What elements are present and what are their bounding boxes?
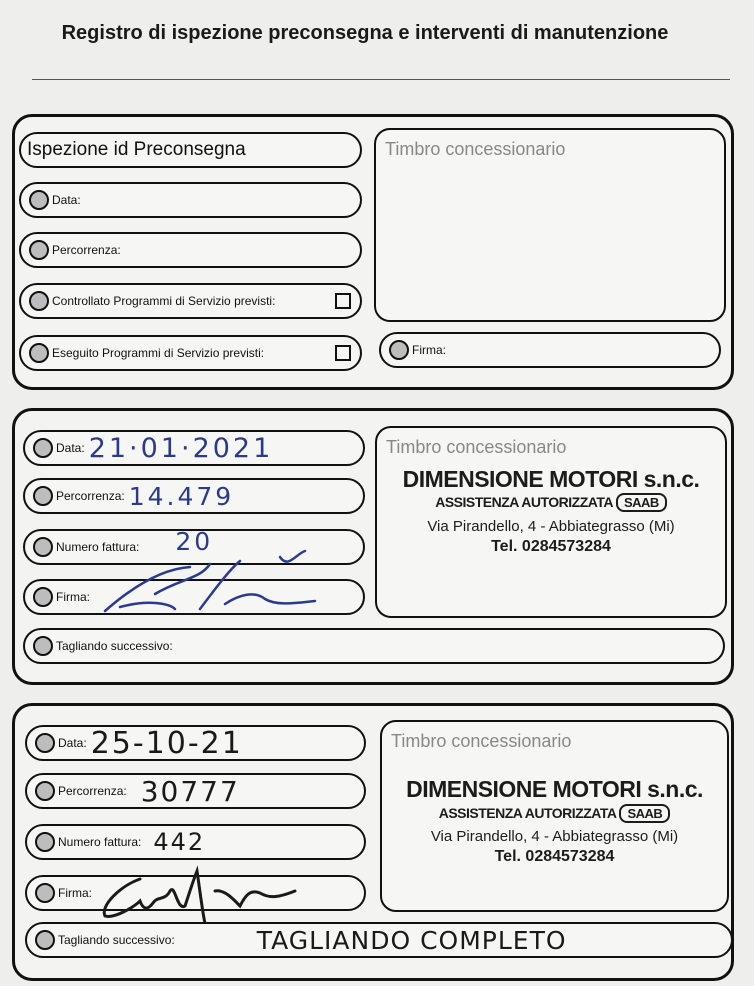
controllato-label: Controllato Programmi di Servizio previsti:	[52, 294, 276, 308]
entry1-data-field[interactable]	[23, 430, 365, 466]
bullet-icon	[29, 291, 49, 311]
service-entry-2	[12, 703, 734, 981]
percorrenza-label: Percorrenza:	[58, 784, 127, 798]
stamp-service-text: ASSISTENZA AUTORIZZATA	[435, 494, 613, 510]
bullet-icon	[29, 190, 49, 210]
entry1-stamp-box	[375, 426, 727, 618]
entry2-fattura-field[interactable]	[25, 824, 366, 860]
dealer-stamp-address: Via Pirandello, 4 - Abbiategrasso (Mi)	[430, 828, 679, 845]
controllato-field	[19, 283, 362, 319]
dealer-stamp-tel: Tel. 0284573284	[491, 538, 611, 555]
stamp-label: Timbro concessionario	[391, 731, 572, 751]
dealer-stamp-service	[382, 804, 727, 823]
dealer-stamp-tel: Tel. 0284573284	[494, 848, 615, 865]
stamp-label: Timbro concessionario	[386, 437, 567, 457]
entry1-fattura-field[interactable]	[23, 526, 365, 565]
bullet-icon	[33, 636, 53, 656]
percorrenza-value-handwritten: 30777	[140, 774, 240, 808]
bullet-icon	[33, 486, 53, 506]
bullet-icon	[33, 537, 53, 557]
firma-label: Firma:	[58, 886, 92, 900]
firma-label: Firma:	[56, 590, 90, 604]
title-divider	[32, 79, 730, 80]
entry2-percorrenza-field[interactable]	[25, 773, 366, 809]
entry2-tagliando-field[interactable]	[25, 922, 733, 958]
bullet-icon	[35, 733, 55, 753]
entry1-firma-field[interactable]	[23, 579, 365, 615]
entry2-data-field[interactable]	[25, 725, 366, 761]
saab-logo: SAAB	[619, 804, 670, 823]
data-label: Data:	[58, 736, 87, 750]
bullet-icon	[29, 240, 49, 260]
preconsegna-percorrenza-field[interactable]	[19, 232, 362, 268]
fattura-value-handwritten: 442	[153, 828, 206, 856]
stamp-service-text: ASSISTENZA AUTORIZZATA	[438, 805, 617, 821]
percorrenza-label: Percorrenza:	[56, 489, 125, 503]
bullet-icon	[29, 343, 49, 363]
entry2-firma-field[interactable]	[25, 875, 366, 911]
dealer-stamp-name: DIMENSIONE MOTORI s.n.c.	[402, 466, 700, 492]
dealer-stamp-name: DIMENSIONE MOTORI s.n.c.	[406, 776, 703, 802]
bullet-icon	[33, 587, 53, 607]
data-label: Data:	[56, 441, 85, 455]
bullet-icon	[33, 438, 53, 458]
eseguito-checkbox[interactable]	[335, 345, 351, 361]
tagliando-label: Tagliando successivo:	[58, 933, 175, 947]
fattura-label: Numero fattura:	[58, 835, 142, 849]
preconsegna-data-field[interactable]	[19, 182, 362, 218]
entry1-percorrenza-field[interactable]	[23, 478, 365, 514]
preconsegna-stamp-box	[374, 128, 726, 322]
bullet-icon	[35, 781, 55, 801]
eseguito-field	[19, 335, 362, 371]
fattura-label: Numero fattura:	[56, 540, 140, 554]
service-entry-1	[12, 408, 734, 685]
bullet-icon	[35, 930, 55, 950]
fattura-value-handwritten: 20	[175, 526, 214, 556]
data-label: Data:	[52, 193, 81, 207]
entry2-stamp-box	[380, 720, 729, 912]
preconsegna-section	[12, 114, 734, 390]
dealer-stamp-service	[377, 493, 725, 512]
entry1-tagliando-field[interactable]	[23, 628, 725, 664]
eseguito-label: Eseguito Programmi di Servizio previsti:	[52, 346, 265, 360]
percorrenza-label: Percorrenza:	[52, 243, 121, 257]
bullet-icon	[35, 883, 55, 903]
dealer-stamp-address: Via Pirandello, 4 - Abbiategrasso (Mi)	[427, 518, 675, 535]
data-value-handwritten: 21·01·2021	[88, 432, 274, 464]
data-value-handwritten: 25-10-21	[90, 725, 243, 761]
stamp-label: Timbro concessionario	[385, 139, 566, 159]
page-title: Registro di ispezione preconsegna e interventi di manutenzione	[61, 22, 669, 44]
bullet-icon	[35, 832, 55, 852]
bullet-icon	[389, 340, 409, 360]
preconsegna-firma-field[interactable]	[379, 332, 721, 368]
controllato-checkbox[interactable]	[335, 293, 351, 309]
firma-label: Firma:	[412, 343, 446, 357]
tagliando-label: Tagliando successivo:	[56, 639, 173, 653]
percorrenza-value-handwritten: 14.479	[128, 481, 235, 511]
preconsegna-heading-field	[19, 132, 362, 168]
preconsegna-heading: Ispezione id Preconsegna	[27, 139, 246, 160]
tagliando-value-handwritten: TAGLIANDO COMPLETO	[256, 925, 567, 955]
saab-logo: SAAB	[616, 493, 667, 512]
